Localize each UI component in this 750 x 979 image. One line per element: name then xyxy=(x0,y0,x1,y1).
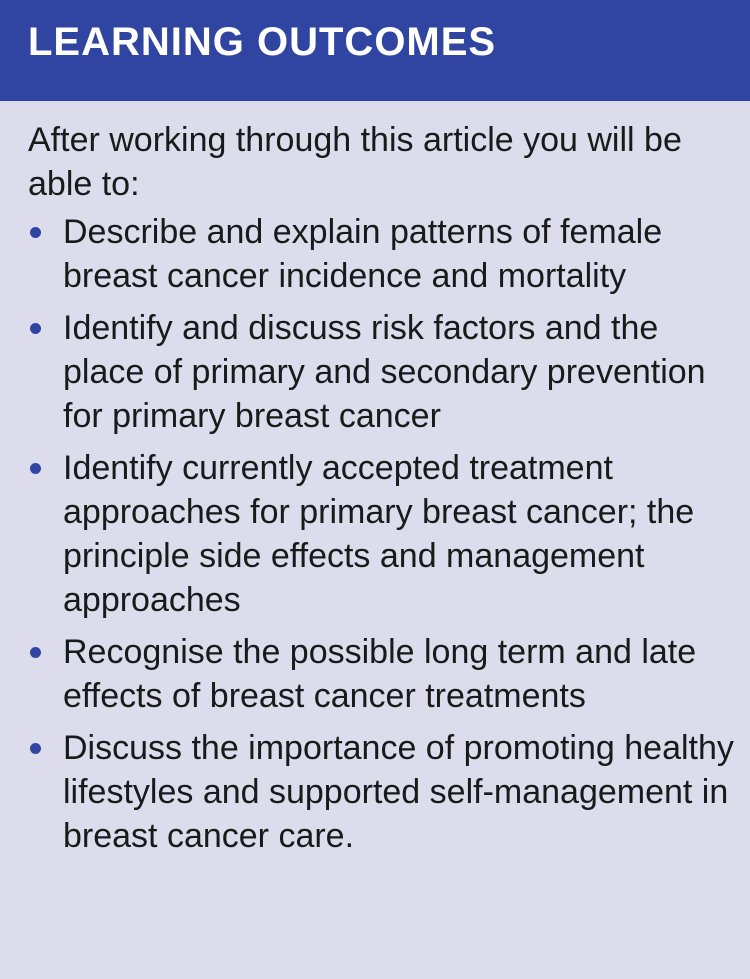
bullet-icon xyxy=(30,743,41,754)
list-item xyxy=(0,630,743,718)
outcomes-list xyxy=(0,210,750,858)
list-item xyxy=(0,306,743,438)
list-item-text: Identify currently accepted treatment approaches for primary breast cancer; the principle side effects and management approaches xyxy=(63,449,695,619)
list-item xyxy=(0,210,743,298)
list-item-text: Identify and discuss risk factors and the place of primary and secondary prevention for primary breast cancer xyxy=(63,309,706,435)
list-item xyxy=(0,726,743,858)
list-item-text: Recognise the possible long term and late effects of breast cancer treatments xyxy=(63,633,697,715)
bullet-icon xyxy=(30,647,41,658)
bullet-icon xyxy=(30,463,41,474)
list-item-text: Discuss the importance of promoting healthy lifestyles and supported self-management in breast cancer care. xyxy=(63,729,734,855)
list-item-text: Describe and explain patterns of female breast cancer incidence and mortality xyxy=(63,213,663,295)
box-title: LEARNING OUTCOMES xyxy=(28,20,497,64)
bullet-icon xyxy=(30,323,41,334)
list-item xyxy=(0,446,743,622)
intro-text: After working through this article you will be able to: xyxy=(28,121,682,203)
bullet-icon xyxy=(30,227,41,238)
